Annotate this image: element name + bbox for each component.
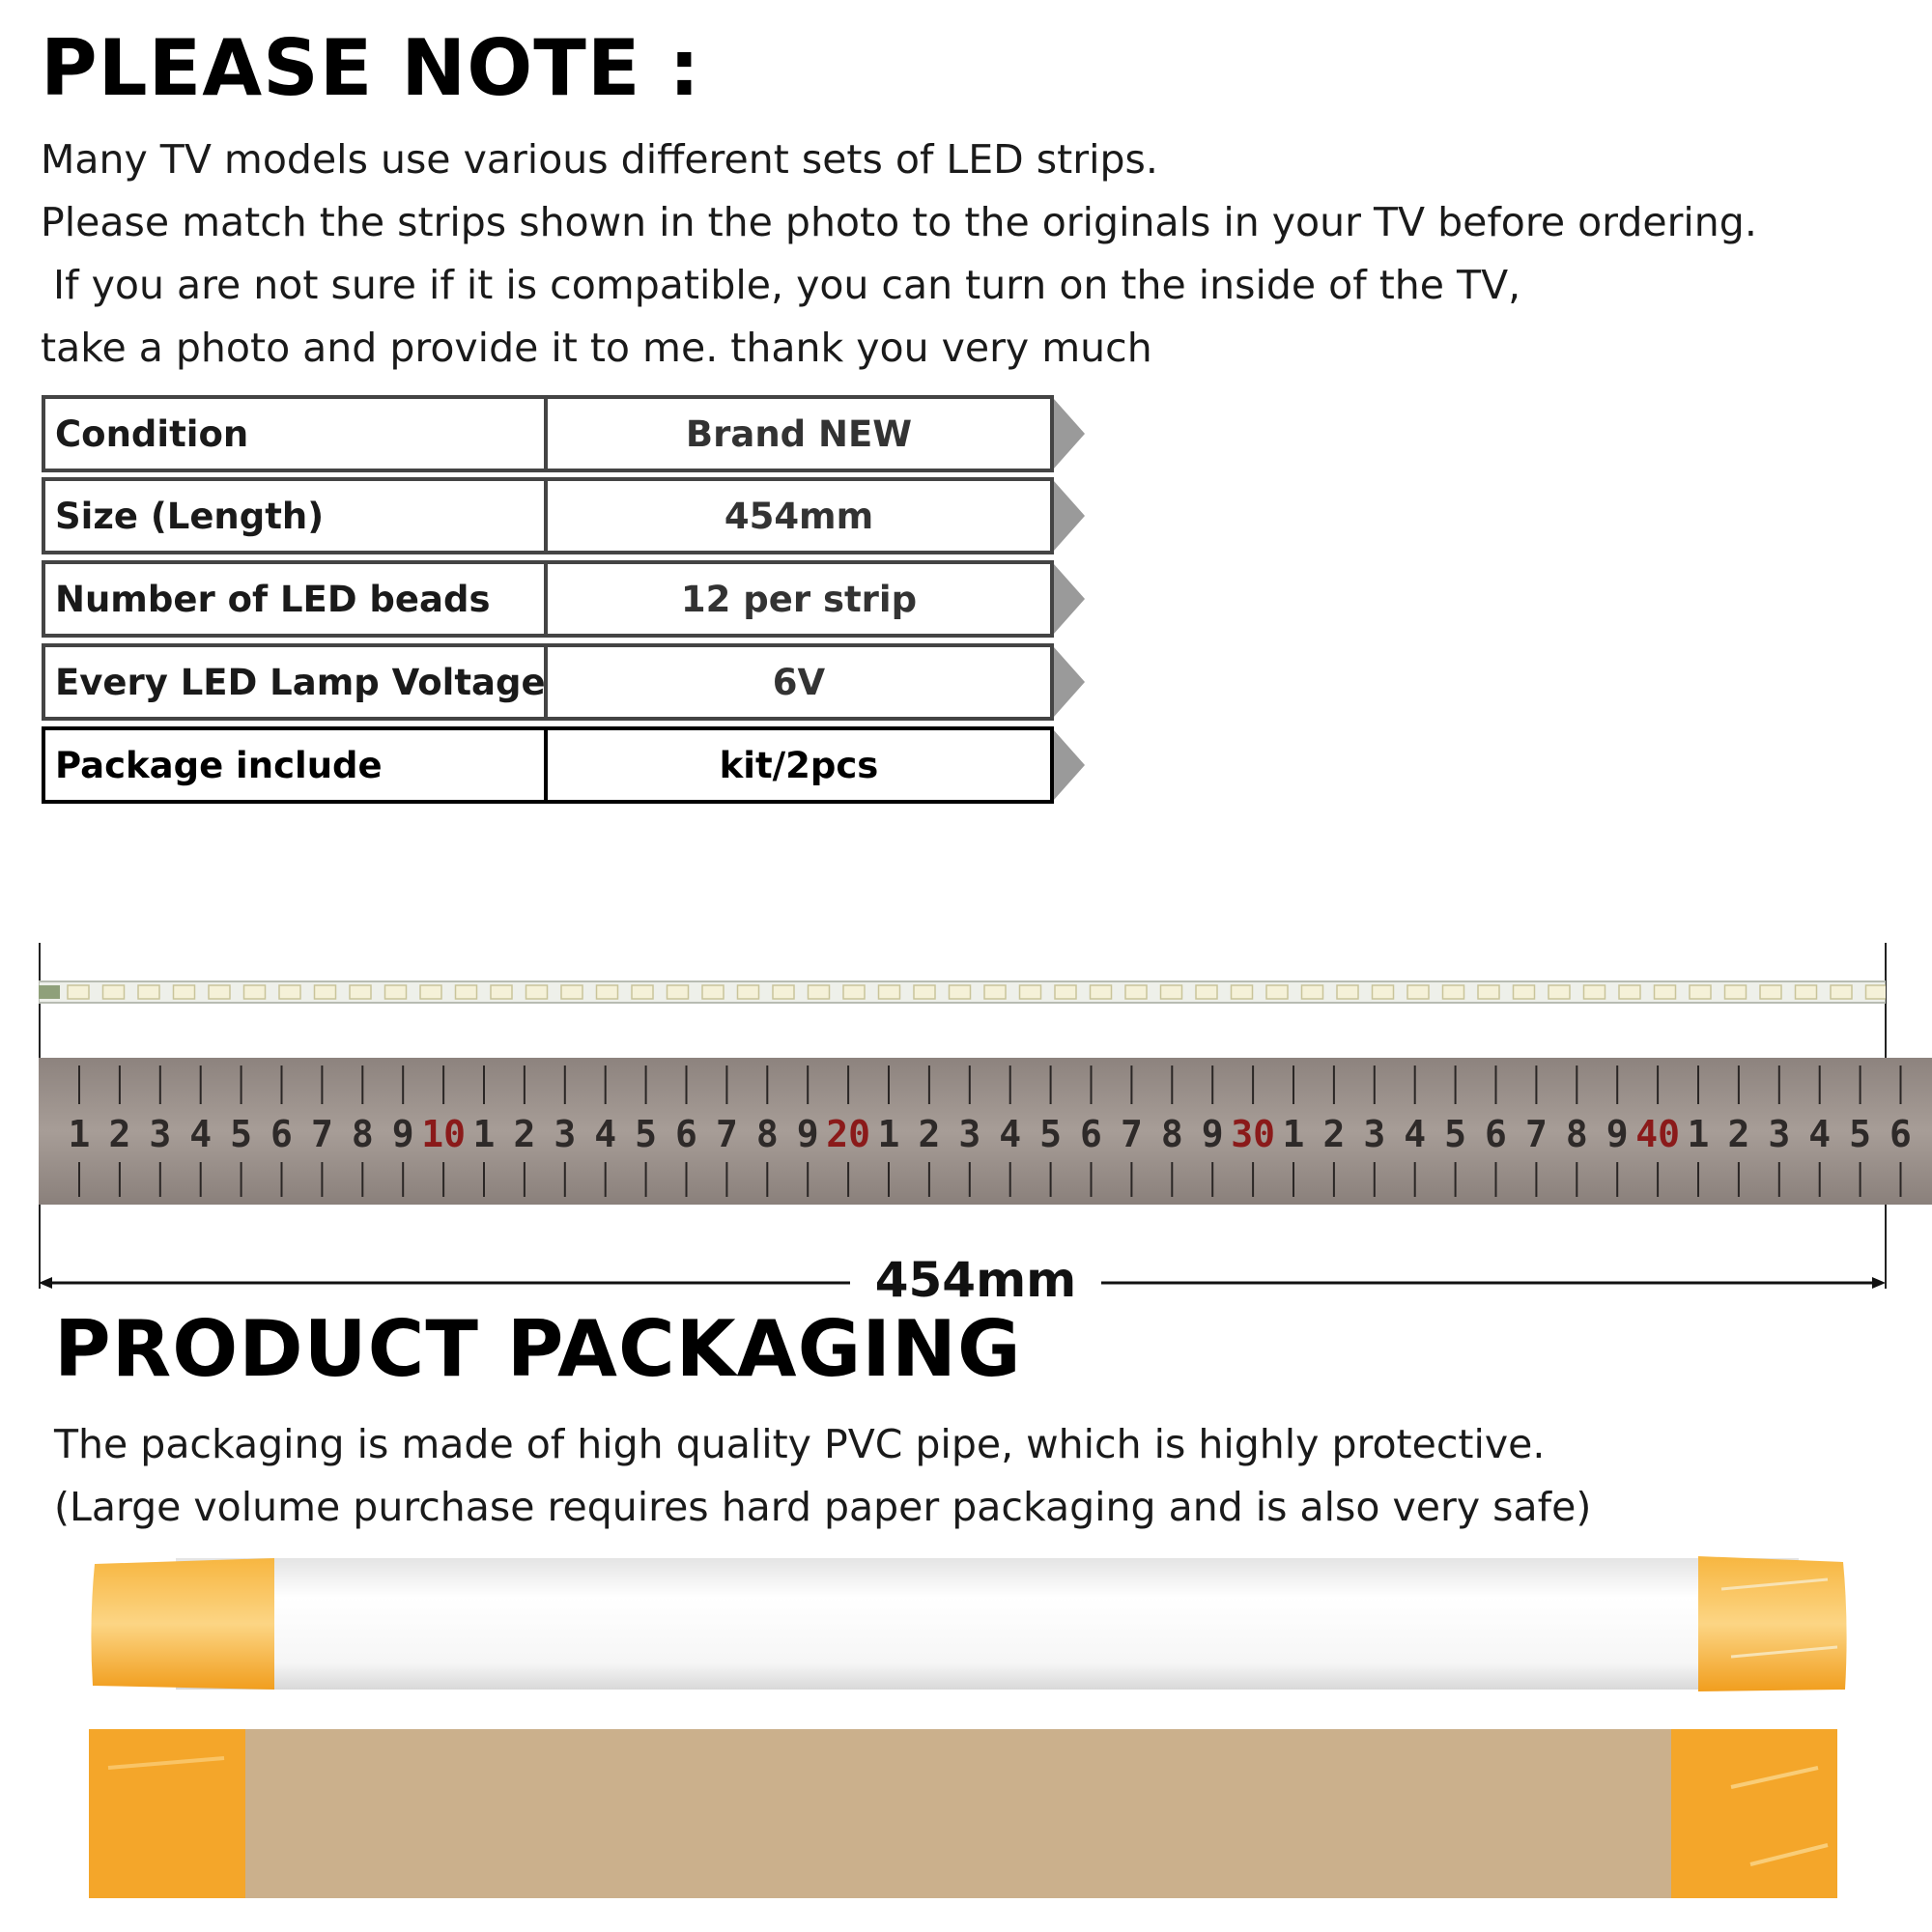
ruler-tick-label: 6 (1889, 1113, 1912, 1155)
ruler-tick-label: 1 (472, 1113, 496, 1155)
ruler-image (39, 1058, 1932, 1205)
ruler-tick-label: 4 (189, 1113, 213, 1155)
ruler-tick-label: 40 (1635, 1113, 1680, 1155)
ruler-tick-label: 4 (999, 1113, 1022, 1155)
ruler-tick-label: 9 (1605, 1113, 1629, 1155)
ruler-tick-label: 5 (1039, 1113, 1063, 1155)
ruler-tick-label: 2 (1322, 1113, 1346, 1155)
ruler-tick-label: 1 (1282, 1113, 1305, 1155)
ruler-tick-label: 3 (1363, 1113, 1386, 1155)
ruler-tick-label: 1 (68, 1113, 91, 1155)
ruler-tick-label: 3 (958, 1113, 981, 1155)
ruler-tick-label: 8 (755, 1113, 779, 1155)
ruler-tick-label: 5 (1444, 1113, 1467, 1155)
ruler-tick-label: 7 (310, 1113, 333, 1155)
ruler-tick-label: 3 (1768, 1113, 1791, 1155)
ruler-tick-label: 1 (1687, 1113, 1710, 1155)
spec-value: Brand NEW (685, 412, 913, 455)
ruler-tick-label: 2 (1727, 1113, 1750, 1155)
ruler-tick-label: 6 (1485, 1113, 1507, 1155)
ruler-tick-label: 3 (554, 1113, 577, 1155)
ruler-tick-label: 20 (826, 1113, 870, 1155)
arrow-icon (1054, 726, 1085, 804)
spec-label: Number of LED beads (45, 564, 548, 634)
arrow-icon (1054, 643, 1085, 721)
length-label: 454mm (850, 1252, 1101, 1308)
spec-label: Every LED Lamp Voltage (45, 647, 548, 717)
ruler-tick-label: 30 (1231, 1113, 1275, 1155)
note-paragraph: Many TV models use various different sets of LED strips. Please match the strips shown in the photo to the originals in your TV before ordering. If you are not sure if it is compatible, you can turn on the inside of the TV, take a photo and provide it to me. thank you very much (41, 136, 1757, 371)
arrow-icon (1054, 395, 1085, 472)
ruler-tick-label: 2 (513, 1113, 536, 1155)
ruler-tick-label: 6 (675, 1113, 697, 1155)
ruler-tick-label: 8 (1565, 1113, 1588, 1155)
spec-value: 6V (772, 661, 826, 703)
ruler-tick-label: 5 (635, 1113, 658, 1155)
please-note-heading: PLEASE NOTE : (41, 23, 701, 113)
ruler-tick-label: 4 (594, 1113, 617, 1155)
ruler-tick-label: 3 (149, 1113, 172, 1155)
spec-row-voltage (42, 643, 1054, 721)
ruler-tick-label: 8 (1160, 1113, 1183, 1155)
ruler-tick-label: 7 (1524, 1113, 1548, 1155)
ruler-tick-label: 7 (1120, 1113, 1143, 1155)
ruler-tick-label: 5 (230, 1113, 253, 1155)
arrow-icon (1054, 560, 1085, 638)
ruler-tick-label: 7 (715, 1113, 738, 1155)
spec-row-led-beads (42, 560, 1054, 638)
product-packaging-heading: PRODUCT PACKAGING (54, 1304, 1022, 1394)
ruler-tick-label: 4 (1404, 1113, 1427, 1155)
paper-box-image (89, 1729, 1837, 1898)
ruler-tick-label: 5 (1849, 1113, 1872, 1155)
spec-label: Condition (45, 399, 548, 469)
ruler-tick-label: 9 (1201, 1113, 1224, 1155)
spec-label: Package include (45, 730, 548, 800)
spec-value: 12 per strip (680, 578, 918, 620)
ruler-tick-label: 1 (877, 1113, 900, 1155)
spec-value: kit/2pcs (719, 744, 879, 786)
spec-value: 454mm (724, 495, 874, 537)
ruler-tick-label: 4 (1808, 1113, 1832, 1155)
ruler-tick-label: 9 (391, 1113, 414, 1155)
pvc-tube-image (89, 1550, 1849, 1697)
spec-row-condition (42, 395, 1054, 472)
spec-label: Size (Length) (45, 481, 548, 551)
ruler-tick-label: 9 (796, 1113, 819, 1155)
led-strip-image (39, 980, 1886, 1005)
ruler-tick-label: 2 (108, 1113, 131, 1155)
ruler-tick-label: 2 (918, 1113, 941, 1155)
spec-row-package (42, 726, 1054, 804)
ruler-tick-label: 10 (421, 1113, 466, 1155)
ruler-tick-label: 6 (270, 1113, 293, 1155)
packaging-paragraph: The packaging is made of high quality PVC pipe, which is highly protective. (Large volume purchase requires hard paper packaging and is also very safe) (54, 1421, 1592, 1530)
arrow-icon (1054, 477, 1085, 554)
ruler-tick-label: 6 (1080, 1113, 1102, 1155)
ruler-tick-label: 8 (351, 1113, 374, 1155)
spec-row-size (42, 477, 1054, 554)
